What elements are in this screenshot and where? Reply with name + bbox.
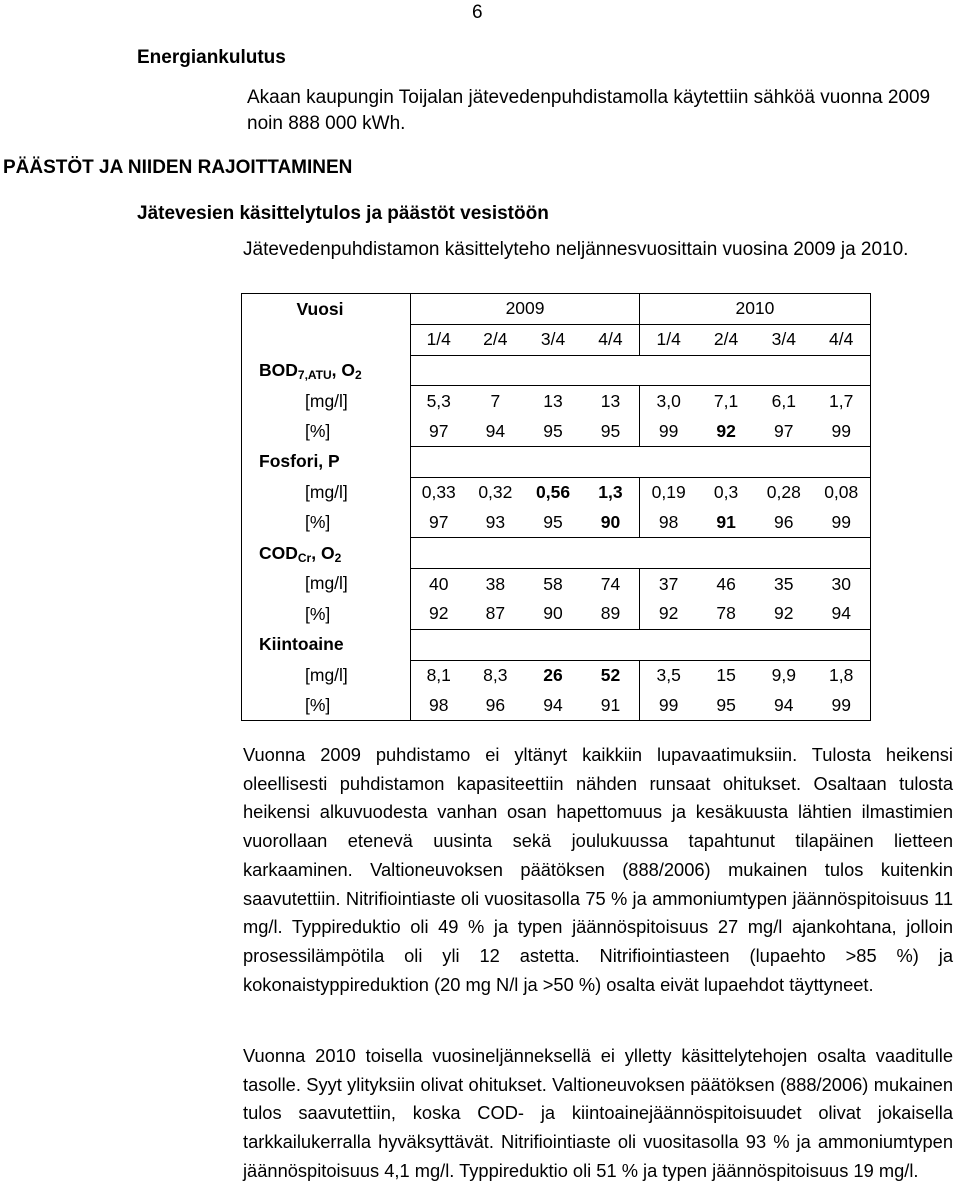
wastewater-heading: Jätevesien käsittelytulos ja päästöt vesistöön (137, 203, 549, 224)
quarter-header-row (242, 324, 871, 355)
table-cell: 95 (543, 420, 563, 441)
table-cell: 96 (774, 511, 794, 532)
table-cell: 99 (640, 690, 698, 720)
table-cell: 87 (485, 603, 506, 624)
table-cell: 91 (582, 690, 640, 720)
quarter-label: 3/4 (524, 324, 582, 355)
section-row (242, 629, 871, 660)
table-cell: 93 (485, 511, 506, 532)
table-cell: 26 (524, 660, 582, 690)
table-row (242, 508, 871, 538)
quarter-header-empty (242, 324, 411, 355)
table-cell: 97 (411, 416, 467, 446)
table-row (242, 386, 871, 416)
year-header-row (242, 294, 871, 325)
table-cell: 94 (813, 599, 871, 629)
table-row (242, 690, 871, 720)
quarter-label: 1/4 (640, 324, 698, 355)
treatment-efficiency-table (241, 293, 871, 721)
table-cell: 38 (467, 569, 525, 599)
table-intro-text: Jätevedenpuhdistamon käsittelyteho neljännesvuosittain vuosina 2009 ja 2010. (243, 239, 909, 260)
table-cell: 8,3 (467, 660, 525, 690)
table-cell: 0,32 (467, 477, 525, 507)
table-cell: 78 (716, 603, 736, 624)
table-cell: 95 (543, 511, 563, 532)
year-2009: 2009 (411, 294, 640, 325)
table-cell: 0,28 (755, 477, 813, 507)
quarter-label: 2/4 (697, 324, 755, 355)
page-number: 6 (472, 2, 483, 23)
unit-label: [%] (242, 599, 411, 629)
table-cell: 7 (467, 386, 525, 416)
section-label: $COD_{Cr}$, $O_2$ (242, 538, 411, 569)
table-cell: 6,1 (755, 386, 813, 416)
table-cell: 37 (640, 569, 698, 599)
table-row (242, 569, 871, 599)
quarter-label: 2/4 (467, 324, 525, 355)
paragraph-2010: Vuonna 2010 toisella vuosineljänneksellä ei ylletty käsittelytehojen osalta vaaditulle tasolle. Syyt ylityksiin olivat ohitukset. Valtioneuvoksen päätöksen (888/2006) mukainen tulos saavutettiin, koska COD- ja kiintoainejäännöspitoisuudet olivat jokaisella tarkkailukerralla hyväksyttävät. Nitrifiointiaste oli vuositasolla 93 % ja ammoniumtypen jäännöspitoisuus 4,1 mg/l. Typpireduktio oli 51 % ja typen jäännöspitoisuus 19 mg/l. (243, 1045, 953, 1181)
table-cell: 30 (813, 569, 871, 599)
table-cell: 95 (600, 420, 621, 441)
energy-text: Akaan kaupungin Toijalan jätevedenpuhdistamolla käytettiin sähköä vuonna 2009 noin 888 000 kWh. (247, 87, 931, 134)
unit-label: [mg/l] (242, 660, 411, 690)
table-cell: 0,3 (697, 477, 755, 507)
unit-label: [mg/l] (242, 386, 411, 416)
table-cell: 46 (697, 569, 755, 599)
unit-label: [mg/l] (242, 477, 411, 507)
table-cell: 94 (485, 420, 506, 441)
table-cell: 90 (543, 603, 563, 624)
table-row (242, 660, 871, 690)
emissions-heading: PÄÄSTÖT JA NIIDEN RAJOITTAMINEN (3, 157, 353, 178)
table-cell: 92 (716, 420, 736, 441)
table-cell: 3,5 (640, 660, 698, 690)
quarter-label: 4/4 (813, 324, 871, 355)
section-label: Kiintoaine (242, 629, 411, 660)
table-cell: 99 (813, 690, 871, 720)
section-label: Fosfori, P (242, 446, 411, 477)
table-cell: 3,0 (640, 386, 698, 416)
table-cell: 13 (582, 386, 640, 416)
table-cell: 0,33 (411, 477, 467, 507)
section-row (242, 446, 871, 477)
table-cell: 1,3 (582, 477, 640, 507)
unit-label: [%] (242, 508, 411, 538)
energy-heading: Energiankulutus (137, 47, 286, 68)
table-cell: 0,19 (640, 477, 698, 507)
table-cell: 92 (411, 599, 467, 629)
section-label: $BOD_{7,ATU}$, $O_2$ (242, 355, 411, 386)
table-cell: 35 (755, 569, 813, 599)
table-cell: 98 (411, 690, 467, 720)
table-cell: 92 (774, 603, 794, 624)
table-cell: 0,08 (813, 477, 871, 507)
section-empty-cell (411, 629, 871, 660)
table-cell: 95 (697, 690, 755, 720)
table-cell: 0,56 (524, 477, 582, 507)
table-cell: 92 (640, 599, 698, 629)
table-cell: 97 (774, 420, 794, 441)
section-empty-cell (411, 538, 871, 569)
table-cell: 96 (467, 690, 525, 720)
table-cell: 90 (600, 511, 621, 532)
quarter-label: 3/4 (755, 324, 813, 355)
table-cell: 99 (813, 416, 871, 446)
table-cell: 99 (640, 416, 698, 446)
section-row (242, 355, 871, 386)
table-cell: 94 (755, 690, 813, 720)
table-cell: 99 (813, 508, 871, 538)
year-label: Vuosi (242, 294, 411, 325)
table-cell: 52 (582, 660, 640, 690)
quarter-label: 4/4 (582, 324, 640, 355)
table-cell: 7,1 (697, 386, 755, 416)
table-cell: 74 (582, 569, 640, 599)
unit-label: [%] (242, 690, 411, 720)
unit-label: [mg/l] (242, 569, 411, 599)
table-cell: 97 (411, 508, 467, 538)
table-cell: 5,3 (411, 386, 467, 416)
table-cell: 9,9 (755, 660, 813, 690)
table-row (242, 599, 871, 629)
table-cell: 15 (697, 660, 755, 690)
table-row (242, 416, 871, 446)
table-row (242, 477, 871, 507)
table-cell: 94 (524, 690, 582, 720)
table-cell: 13 (524, 386, 582, 416)
table-cell: 1,7 (813, 386, 871, 416)
paragraph-2009: Vuonna 2009 puhdistamo ei yltänyt kaikkiin lupavaatimuksiin. Tulosta heikensi oleellisesti puhdistamon kapasiteettiin nähden runsaat ohitukset. Osaltaan tulosta heikensi alkuvuodesta vanhan osan hapettomuus ja kesäkuusta lähtien ilmastimien vuorollaan etenevä uusinta sekä joulukuussa tapahtunut tilapäinen lietteen karkaaminen. Valtioneuvoksen päätöksen (888/2006) mukainen tulos kuitenkin saavutettiin. Nitrifiointiaste oli vuositasolla 75 % ja ammoniumtypen jäännöspitoisuus 11 mg/l. Typpireduktio oli 49 % ja typen jäännöspitoisuus 27 mg/l ajankohtana, jolloin prosessilämpötila oli yli 12 astetta. Nitrifiointiasteen (lupaehto >85 %) ja kokonaistyppireduktion (20 mg N/l ja >50 %) osalta eivät lupaehdot täyttyneet. (243, 744, 953, 995)
unit-label: [%] (242, 416, 411, 446)
table-cell: 1,8 (813, 660, 871, 690)
table-cell: 91 (716, 511, 736, 532)
table-cell: 89 (600, 603, 621, 624)
table-cell: 58 (524, 569, 582, 599)
section-empty-cell (411, 446, 871, 477)
quarter-label: 1/4 (411, 324, 467, 355)
table-cell: 8,1 (411, 660, 467, 690)
section-row (242, 538, 871, 569)
table-cell: 40 (411, 569, 467, 599)
section-empty-cell (411, 355, 871, 386)
year-2010: 2010 (640, 294, 871, 325)
table-cell: 98 (640, 508, 698, 538)
